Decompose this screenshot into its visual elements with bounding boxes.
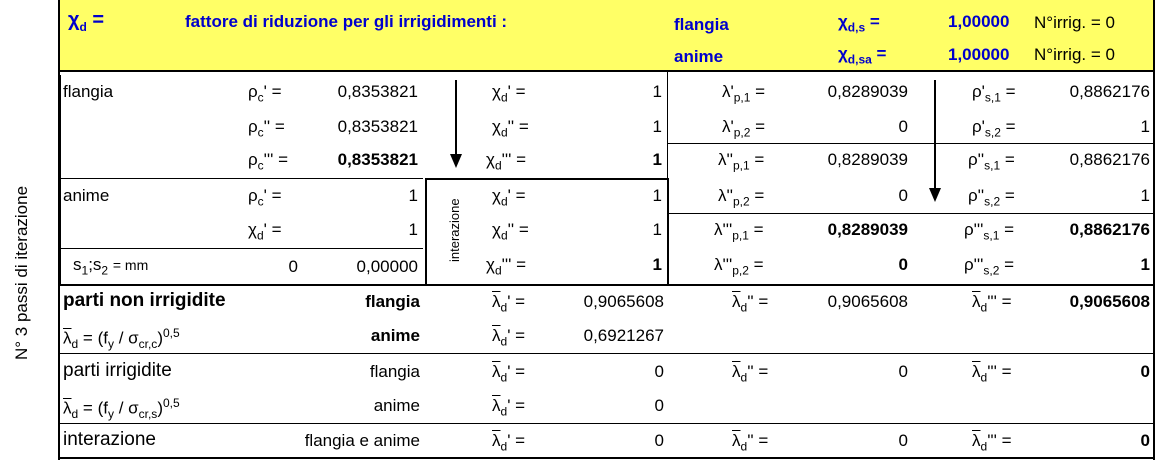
divider-bottom: [58, 457, 1155, 459]
interazione-l3-value: 0: [1140, 431, 1150, 450]
rho-c2-label: $\rho_c''$ =: [248, 117, 285, 140]
chi-a2-label: $\chi_d''$ =: [492, 220, 529, 243]
parti-irr-anime: anime: [373, 396, 420, 415]
lambda-p1b-label: $\lambda''_{p,1}$ =: [718, 150, 765, 173]
parti-irr-flangia: flangia: [369, 362, 420, 381]
rho-s2a-label: $\rho'_{s,2}$ =: [972, 117, 1016, 140]
parti-non-anime-l1-label: $\overline{\lambda}_d'$ =: [492, 326, 526, 349]
rho-s2c-label: $\rho'''_{s,2}$ =: [964, 255, 1015, 278]
flangia-irrig-count: N°irrig. = 0: [1034, 13, 1115, 32]
anime-rho-value: 1: [408, 186, 418, 205]
interazione-vertical-label: interazione: [447, 198, 462, 262]
interazione-l2-value: 0: [898, 431, 908, 450]
divider-parti-irr: [58, 353, 1155, 354]
interazione-title: interazione: [63, 429, 156, 450]
chi-d3-label: $\chi_d'''$ =: [486, 150, 527, 173]
parti-non-l1-value: 0,9065608: [583, 292, 664, 311]
divider-anime: [58, 178, 423, 179]
chi-d1-value: 1: [652, 82, 662, 101]
rho-c1-label: $\rho_c'$ =: [248, 82, 282, 105]
chi-a3-label: $\chi_d'''$ =: [486, 255, 527, 278]
lambda-p2b-label: $\lambda''_{p,2}$ =: [718, 186, 765, 209]
anime-chi-label: $\chi_d'$ =: [248, 220, 282, 243]
parti-irr-l3-value: 0: [1140, 362, 1150, 381]
parti-non-title: parti non irrigidite: [63, 290, 226, 311]
parti-irr-l2-label: $\overline{\lambda}_d''$ =: [732, 362, 769, 385]
parti-irr-anime-l1-label: $\overline{\lambda}_d'$ =: [492, 396, 526, 419]
chi-ds-symbol: $\chi_{d,s}$ =: [838, 12, 880, 35]
rho-s2c-value: 1: [1140, 255, 1150, 274]
parti-irr-l1-value: 0: [654, 362, 664, 381]
chi-ds-value: 1,00000: [948, 12, 1010, 31]
interazione-l3-label: $\overline{\lambda}_d'''$ =: [972, 431, 1012, 454]
parti-non-formula: $\overline{\lambda}_d = (f_y / \sigma_{cr,c})^{0,5}$: [63, 326, 180, 352]
anime-irrig-count: N°irrig. = 0: [1034, 45, 1115, 64]
parti-irr-formula: $\overline{\lambda}_d = (f_y / \sigma_{cr,s})^{0,5}$: [63, 396, 180, 422]
header-title: fattore di riduzione per gli irrigidimenti :: [185, 12, 508, 31]
divider-right-b: [667, 213, 1155, 214]
divider-s: [58, 248, 423, 249]
parti-non-l3-label: $\overline{\lambda}_d'''$ =: [972, 292, 1012, 315]
rho-s1b-value: 0,8862176: [1069, 150, 1150, 169]
rho-s1b-label: $\rho''_{s,1}$ =: [968, 150, 1015, 173]
divider-header: [58, 70, 1155, 72]
parti-irr-l3-label: $\overline{\lambda}_d'''$ =: [972, 362, 1012, 385]
interazione-l1-label: $\overline{\lambda}_d'$ =: [492, 431, 526, 454]
s2-value: 0,00000: [356, 257, 418, 276]
rho-s1c-label: $\rho'''_{s,1}$ =: [964, 220, 1015, 243]
chi-dsa-value: 1,00000: [948, 45, 1010, 64]
parti-irr-title: parti irrigidite: [63, 360, 172, 381]
parti-irr-l2-value: 0: [898, 362, 908, 381]
lambda-p1c-value: 0,8289039: [827, 220, 908, 239]
lambda-p2a-value: 0: [898, 117, 908, 136]
chi-a1-label: $\chi_d'$ =: [492, 186, 526, 209]
parti-non-l3-value: 0,9065608: [1069, 292, 1150, 311]
parti-non-l2-value: 0,9065608: [827, 292, 908, 311]
rho-s2b-label: $\rho''_{s,2}$ =: [968, 186, 1015, 209]
lambda-p2c-value: 0: [898, 255, 908, 274]
lambda-p1c-label: $\lambda'''_{p,1}$ =: [714, 220, 764, 243]
lambda-p1a-value: 0,8289039: [827, 82, 908, 101]
anime-chi-value: 1: [408, 220, 418, 239]
rho-s2b-value: 1: [1140, 186, 1150, 205]
chi-dsa-symbol: $\chi_{d,sa}$ =: [838, 44, 887, 67]
parti-irr-anime-l1-value: 0: [654, 396, 664, 415]
chi-d2-label: $\chi_d''$ =: [492, 117, 529, 140]
lambda-p2c-label: $\lambda'''_{p,2}$ =: [714, 255, 764, 278]
rho-c1-value: 0,8353821: [337, 82, 418, 101]
lambda-p2a-label: $\lambda'_{p,2}$ =: [722, 117, 766, 140]
divider-right-a: [667, 143, 1155, 144]
s1-value: 0: [288, 257, 298, 276]
lambda-p1a-label: $\lambda'_{p,1}$ =: [722, 82, 766, 105]
rho-c3-value: 0,8353821: [337, 150, 418, 169]
chi-a1-value: 1: [652, 186, 662, 205]
interazione-l1-value: 0: [654, 431, 664, 450]
rho-s2a-value: 1: [1140, 117, 1150, 136]
side-label: N° 3 passi di iterazione: [12, 185, 31, 360]
arrow-down-icon: [448, 80, 464, 170]
chi-d-symbol: $\chi_d$ =: [68, 9, 105, 34]
rho-s1a-value: 0,8862176: [1069, 82, 1150, 101]
chi-d2-value: 1: [652, 117, 662, 136]
parti-non-flangia: flangia: [365, 292, 420, 311]
parti-non-anime: anime: [370, 326, 420, 345]
parti-non-l1-label: $\overline{\lambda}_d'$ =: [492, 292, 526, 315]
arrow-down-icon: [927, 80, 943, 204]
parti-non-anime-l1-value: 0,6921267: [583, 326, 664, 345]
parti-irr-l1-label: $\overline{\lambda}_d'$ =: [492, 362, 526, 385]
rho-c3-label: $\rho_c'''$ =: [248, 150, 289, 173]
rho-c2-value: 0,8353821: [337, 117, 418, 136]
chi-a2-value: 1: [652, 220, 662, 239]
rho-s1a-label: $\rho'_{s,1}$ =: [972, 82, 1016, 105]
lambda-p2b-value: 0: [898, 186, 908, 205]
table-border-right: [1153, 0, 1155, 460]
divider-interazione: [58, 423, 1155, 424]
chi-d1-label: $\chi_d'$ =: [492, 82, 526, 105]
parti-non-l2-label: $\overline{\lambda}_d''$ =: [732, 292, 769, 315]
chi-a3-value: 1: [652, 255, 662, 274]
s1-s2-label: $s_1;s_2$ = mm: [73, 255, 149, 278]
header-anime: anime: [674, 47, 724, 66]
lambda-p1b-value: 0,8289039: [827, 150, 908, 169]
interazione-l2-label: $\overline{\lambda}_d''$ =: [732, 431, 769, 454]
rho-s1c-value: 0,8862176: [1069, 220, 1150, 239]
header-flangia: flangia: [674, 15, 729, 34]
chi-d3-value: 1: [652, 150, 662, 169]
anime-label: anime: [63, 186, 110, 205]
divider-flangia-top: [60, 75, 61, 285]
flangia-label: flangia: [63, 82, 114, 101]
anime-rho-label: $\rho_c'$ =: [248, 186, 282, 209]
interazione-label: flangia e anime: [304, 431, 420, 450]
